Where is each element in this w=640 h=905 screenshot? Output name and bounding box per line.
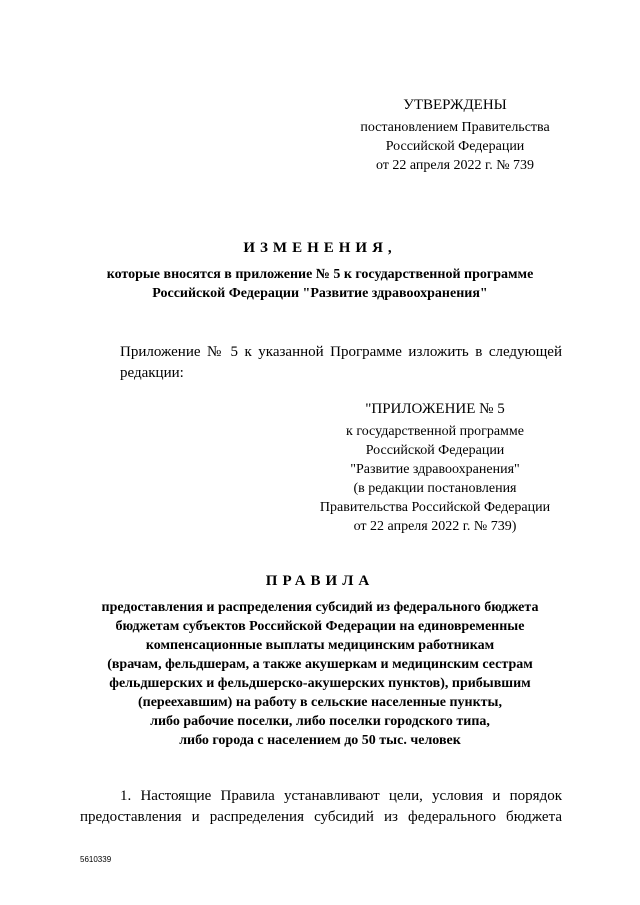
instruction-paragraph	[80, 342, 562, 384]
body-line: предоставления и распределения субсидий из федерального бюджета	[80, 809, 562, 825]
changes-heading: ИЗМЕНЕНИЯ,	[243, 240, 397, 256]
appendix-line: Российской Федерации	[365, 443, 505, 458]
instruction-line: Приложение № 5 к указанной Программе изложить в следующей	[120, 344, 562, 360]
changes-subtitle	[70, 265, 570, 303]
appendix-line: от 22 апреля 2022 г. № 739)	[353, 519, 517, 534]
document-number: 5610339	[80, 855, 112, 864]
approval-title: УТВЕРЖДЕНЫ	[403, 97, 507, 113]
rules-heading: ПРАВИЛА	[265, 573, 375, 589]
approval-block	[340, 96, 570, 175]
rules-subtitle-line: фельдшерских и фельдшерско-акушерских пунктов), прибывшим	[109, 676, 531, 691]
appendix-title: "ПРИЛОЖЕНИЕ № 5	[365, 401, 505, 417]
approval-line: Российской Федерации	[385, 139, 525, 154]
rules-subtitle	[70, 598, 570, 750]
approval-line: от 22 апреля 2022 г. № 739	[375, 158, 535, 173]
appendix-line: (в редакции постановления	[353, 481, 517, 496]
rules-subtitle-line: (врачам, фельдшерам, а также акушеркам и медицинским сестрам	[107, 657, 533, 672]
body-line: 1. Настоящие Правила устанавливают цели, условия и порядок	[120, 788, 562, 804]
instruction-line: редакции:	[120, 365, 184, 381]
rules-subtitle-line: бюджетам субъектов Российской Федерации на единовременные	[115, 619, 525, 634]
appendix-line: Правительства Российской Федерации	[319, 500, 551, 515]
body-paragraph	[80, 786, 562, 828]
rules-subtitle-line: предоставления и распределения субсидий из федерального бюджета	[101, 600, 539, 615]
appendix-block	[300, 400, 570, 536]
appendix-line: к государственной программе	[346, 424, 524, 439]
rules-subtitle-line: либо города с населением до 50 тыс. человек	[179, 733, 461, 748]
rules-subtitle-line: (переехавшим) на работу в сельские населенные пункты,	[137, 695, 502, 710]
changes-subtitle-line: Российской Федерации "Развитие здравоохранения"	[152, 286, 488, 301]
approval-line: постановлением Правительства	[360, 120, 550, 135]
appendix-line: "Развитие здравоохранения"	[350, 462, 520, 477]
rules-subtitle-line: либо рабочие поселки, либо поселки городского типа,	[150, 714, 490, 729]
changes-subtitle-line: которые вносятся в приложение № 5 к государственной программе	[106, 267, 534, 282]
rules-subtitle-line: компенсационные выплаты медицинским работникам	[145, 638, 495, 653]
